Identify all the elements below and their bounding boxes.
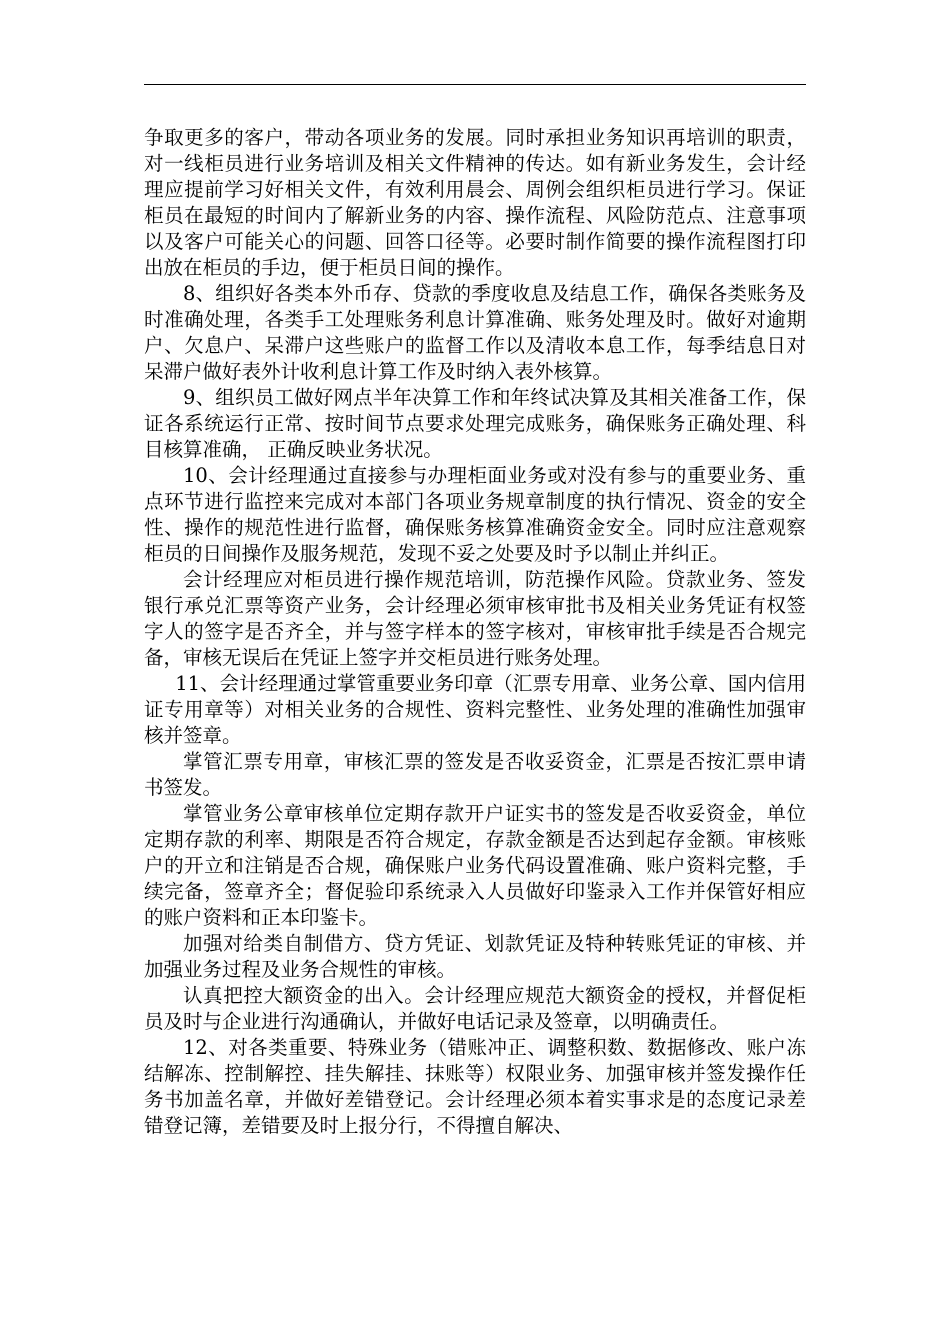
paragraph-item-8: 8、组织好各类本外币存、贷款的季度收息及结息工作，确保各类账务及时准确处理，各类手工处理账务利息计算准确、账务处理及时。做好对逾期户、欠息户、呆滞户这些账户的监督工作以及清收本息工作，每季结息日对呆滞户做好表外计收利息计算工作及时纳入表外核算。: [144, 282, 806, 383]
paragraph-item-11: 11、会计经理通过掌管重要业务印章（汇票专用章、业务公章、国内信用证专用章等）对相关业务的合规性、资料完整性、业务处理的准确性加强审核并签章。: [144, 672, 806, 747]
paragraph-voucher-review: 加强对给类自制借方、贷方凭证、划款凭证及特种转账凭证的审核、并加强业务过程及业务合规性的审核。: [144, 932, 806, 981]
paragraph-continuation: 争取更多的客户，带动各项业务的发展。同时承担业务知识再培训的职责，对一线柜员进行业务培训及相关文件精神的传达。如有新业务发生，会计经理应提前学习好相关文件，有效利用晨会、周例会组织柜员进行学习。保证柜员在最短的时间内了解新业务的内容、操作流程、风险防范点、注意事项以及客户可能关心的问题、回答口径等。必要时制作简要的操作流程图打印出放在柜员的手边，便于柜员日间的操作。: [144, 126, 806, 279]
paragraph-draft-seal: 掌管汇票专用章，审核汇票的签发是否收妥资金，汇票是否按汇票申请书签发。: [144, 750, 806, 799]
paragraph-item-9: 9、组织员工做好网点半年决算工作和年终试决算及其相关准备工作，保证各系统运行正常、按时间节点要求处理完成账务，确保账务正确处理、科目核算准确， 正确反映业务状况。: [144, 386, 806, 461]
paragraph-business-seal: 掌管业务公章审核单位定期存款开户证实书的签发是否收妥资金，单位定期存款的利率、期限是否符合规定，存款金额是否达到起存金额。审核账户的开立和注销是否合规，确保账户业务代码设置准确、账户资料完整，手续完备，签章齐全；督促验印系统录入人员做好印鉴录入工作并保管好相应的账户资料和正本印鉴卡。: [144, 802, 806, 929]
paragraph-large-funds: 认真把控大额资金的出入。会计经理应规范大额资金的授权，并督促柜员及时与企业进行沟通确认，并做好电话记录及签章，以明确责任。: [144, 984, 806, 1033]
paragraph-item-12: 12、对各类重要、特殊业务（错账冲正、调整积数、数据修改、账户冻结解冻、控制解控、挂失解挂、抹账等）权限业务、加强审核并签发操作任务书加盖名章，并做好差错登记。会计经理必须本着实事求是的态度记录差错登记簿，差错要及时上报分行，不得擅自解决、: [144, 1036, 806, 1137]
paragraph-operation-training: 会计经理应对柜员进行操作规范培训，防范操作风险。贷款业务、签发银行承兑汇票等资产业务，会计经理必须审核审批书及相关业务凭证有权签字人的签字是否齐全，并与签字样本的签字核对，审核审批手续是否合规完备，审核无误后在凭证上签字并交柜员进行账务处理。: [144, 568, 806, 669]
document-body: [144, 125, 806, 1139]
paragraph-item-10: 10、会计经理通过直接参与办理柜面业务或对没有参与的重要业务、重点环节进行监控来完成对本部门各项业务规章制度的执行情况、资金的安全性、操作的规范性进行监督，确保账务核算准确资金安全。同时应注意观察柜员的日间操作及服务规范，发现不妥之处要及时予以制止并纠正。: [144, 464, 806, 565]
header-rule: [144, 84, 806, 85]
